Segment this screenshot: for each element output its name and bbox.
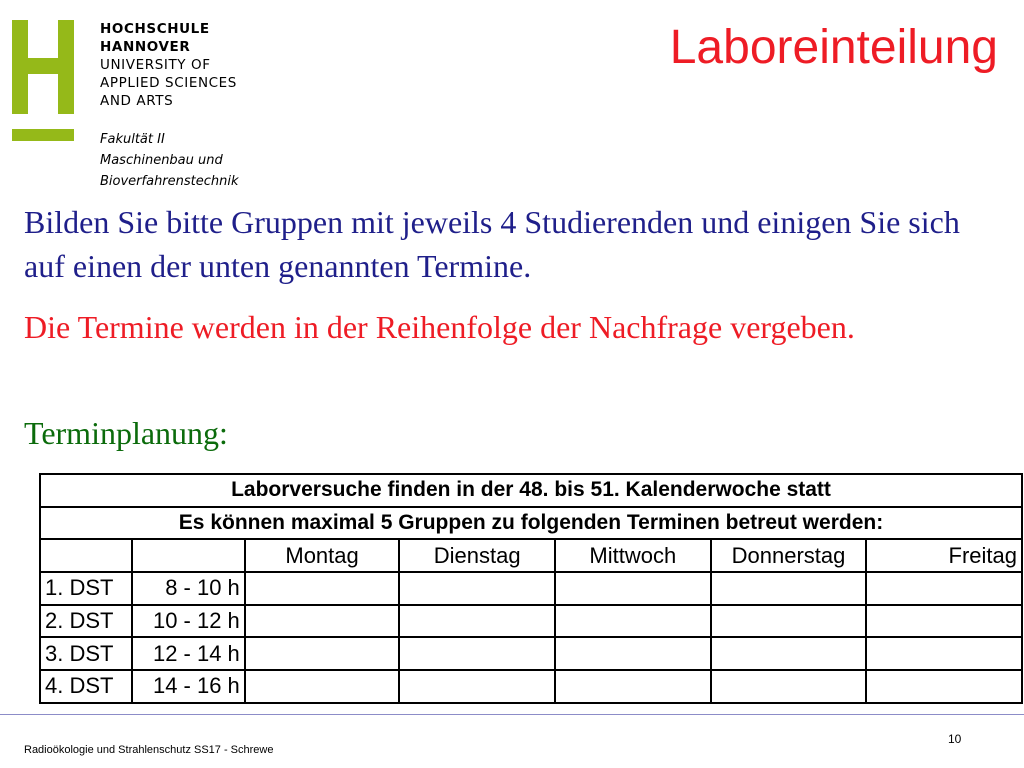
- faculty-line: Fakultät II: [100, 132, 165, 147]
- time-cell: 8 - 10 h: [132, 572, 245, 605]
- notice-paragraph: Die Termine werden in der Reihenfolge der Nachfrage vergeben.: [24, 309, 855, 345]
- booking-cell: [555, 637, 711, 670]
- time-cell: 14 - 16 h: [132, 670, 245, 703]
- booking-cell: [711, 605, 867, 638]
- slot-cell: 1. DST: [40, 572, 132, 605]
- time-cell: 12 - 14 h: [132, 637, 245, 670]
- booking-cell: [866, 605, 1022, 638]
- booking-cell: [711, 637, 867, 670]
- table-header-row: [40, 507, 1022, 540]
- university-name: [100, 20, 237, 110]
- day-header-tuesday: Dienstag: [399, 539, 555, 572]
- footer-divider: [0, 714, 1024, 715]
- booking-cell: [399, 572, 555, 605]
- booking-cell: [245, 670, 400, 703]
- table-row: [40, 637, 1022, 670]
- booking-cell: [399, 637, 555, 670]
- university-line: AND ARTS: [100, 93, 174, 109]
- slot-cell: 4. DST: [40, 670, 132, 703]
- faculty-line: Bioverfahrenstechnik: [100, 174, 239, 189]
- booking-cell: [555, 572, 711, 605]
- hochschule-logo-mark: [12, 20, 74, 145]
- university-line: HOCHSCHULE: [100, 21, 210, 37]
- slot-cell: 3. DST: [40, 637, 132, 670]
- time-cell: 10 - 12 h: [132, 605, 245, 638]
- booking-cell: [399, 605, 555, 638]
- table-row: [40, 605, 1022, 638]
- logo-bar-middle: [12, 58, 74, 74]
- booking-cell: [866, 670, 1022, 703]
- day-header-thursday: Donnerstag: [711, 539, 867, 572]
- footer-text: Radioökologie und Strahlenschutz SS17 - Schrewe: [24, 744, 274, 756]
- capacity-header: Es können maximal 5 Gruppen zu folgenden Terminen betreut werden:: [40, 507, 1022, 540]
- university-line: UNIVERSITY OF: [100, 57, 211, 73]
- slide-title: Laboreinteilung: [669, 21, 998, 74]
- day-header-row: [40, 539, 1022, 572]
- day-header-monday: Montag: [245, 539, 400, 572]
- empty-cell: [40, 539, 132, 572]
- slot-cell: 2. DST: [40, 605, 132, 638]
- booking-cell: [866, 637, 1022, 670]
- schedule-heading: Terminplanung:: [24, 415, 228, 451]
- empty-cell: [132, 539, 245, 572]
- booking-cell: [245, 637, 400, 670]
- booking-cell: [555, 670, 711, 703]
- page-number: 10: [948, 732, 962, 746]
- faculty-line: Maschinenbau und: [100, 153, 223, 168]
- university-line: HANNOVER: [100, 39, 191, 55]
- logo-underline: [12, 129, 74, 141]
- calendar-week-header: Laborversuche finden in der 48. bis 51. Kalenderwoche statt: [40, 474, 1022, 507]
- booking-cell: [245, 605, 400, 638]
- table-header-row: [40, 474, 1022, 507]
- university-line: APPLIED SCIENCES: [100, 75, 237, 91]
- booking-cell: [399, 670, 555, 703]
- schedule-table: [39, 473, 1023, 704]
- faculty-name: [100, 129, 239, 192]
- table-row: [40, 572, 1022, 605]
- booking-cell: [711, 670, 867, 703]
- booking-cell: [866, 572, 1022, 605]
- booking-cell: [245, 572, 400, 605]
- booking-cell: [555, 605, 711, 638]
- day-header-friday: Freitag: [866, 539, 1022, 572]
- booking-cell: [711, 572, 867, 605]
- instruction-paragraph: Bilden Sie bitte Gruppen mit jeweils 4 Studierenden und einigen Sie sich auf einen der unten genannten Termine.: [24, 204, 960, 284]
- day-header-wednesday: Mittwoch: [555, 539, 711, 572]
- table-row: [40, 670, 1022, 703]
